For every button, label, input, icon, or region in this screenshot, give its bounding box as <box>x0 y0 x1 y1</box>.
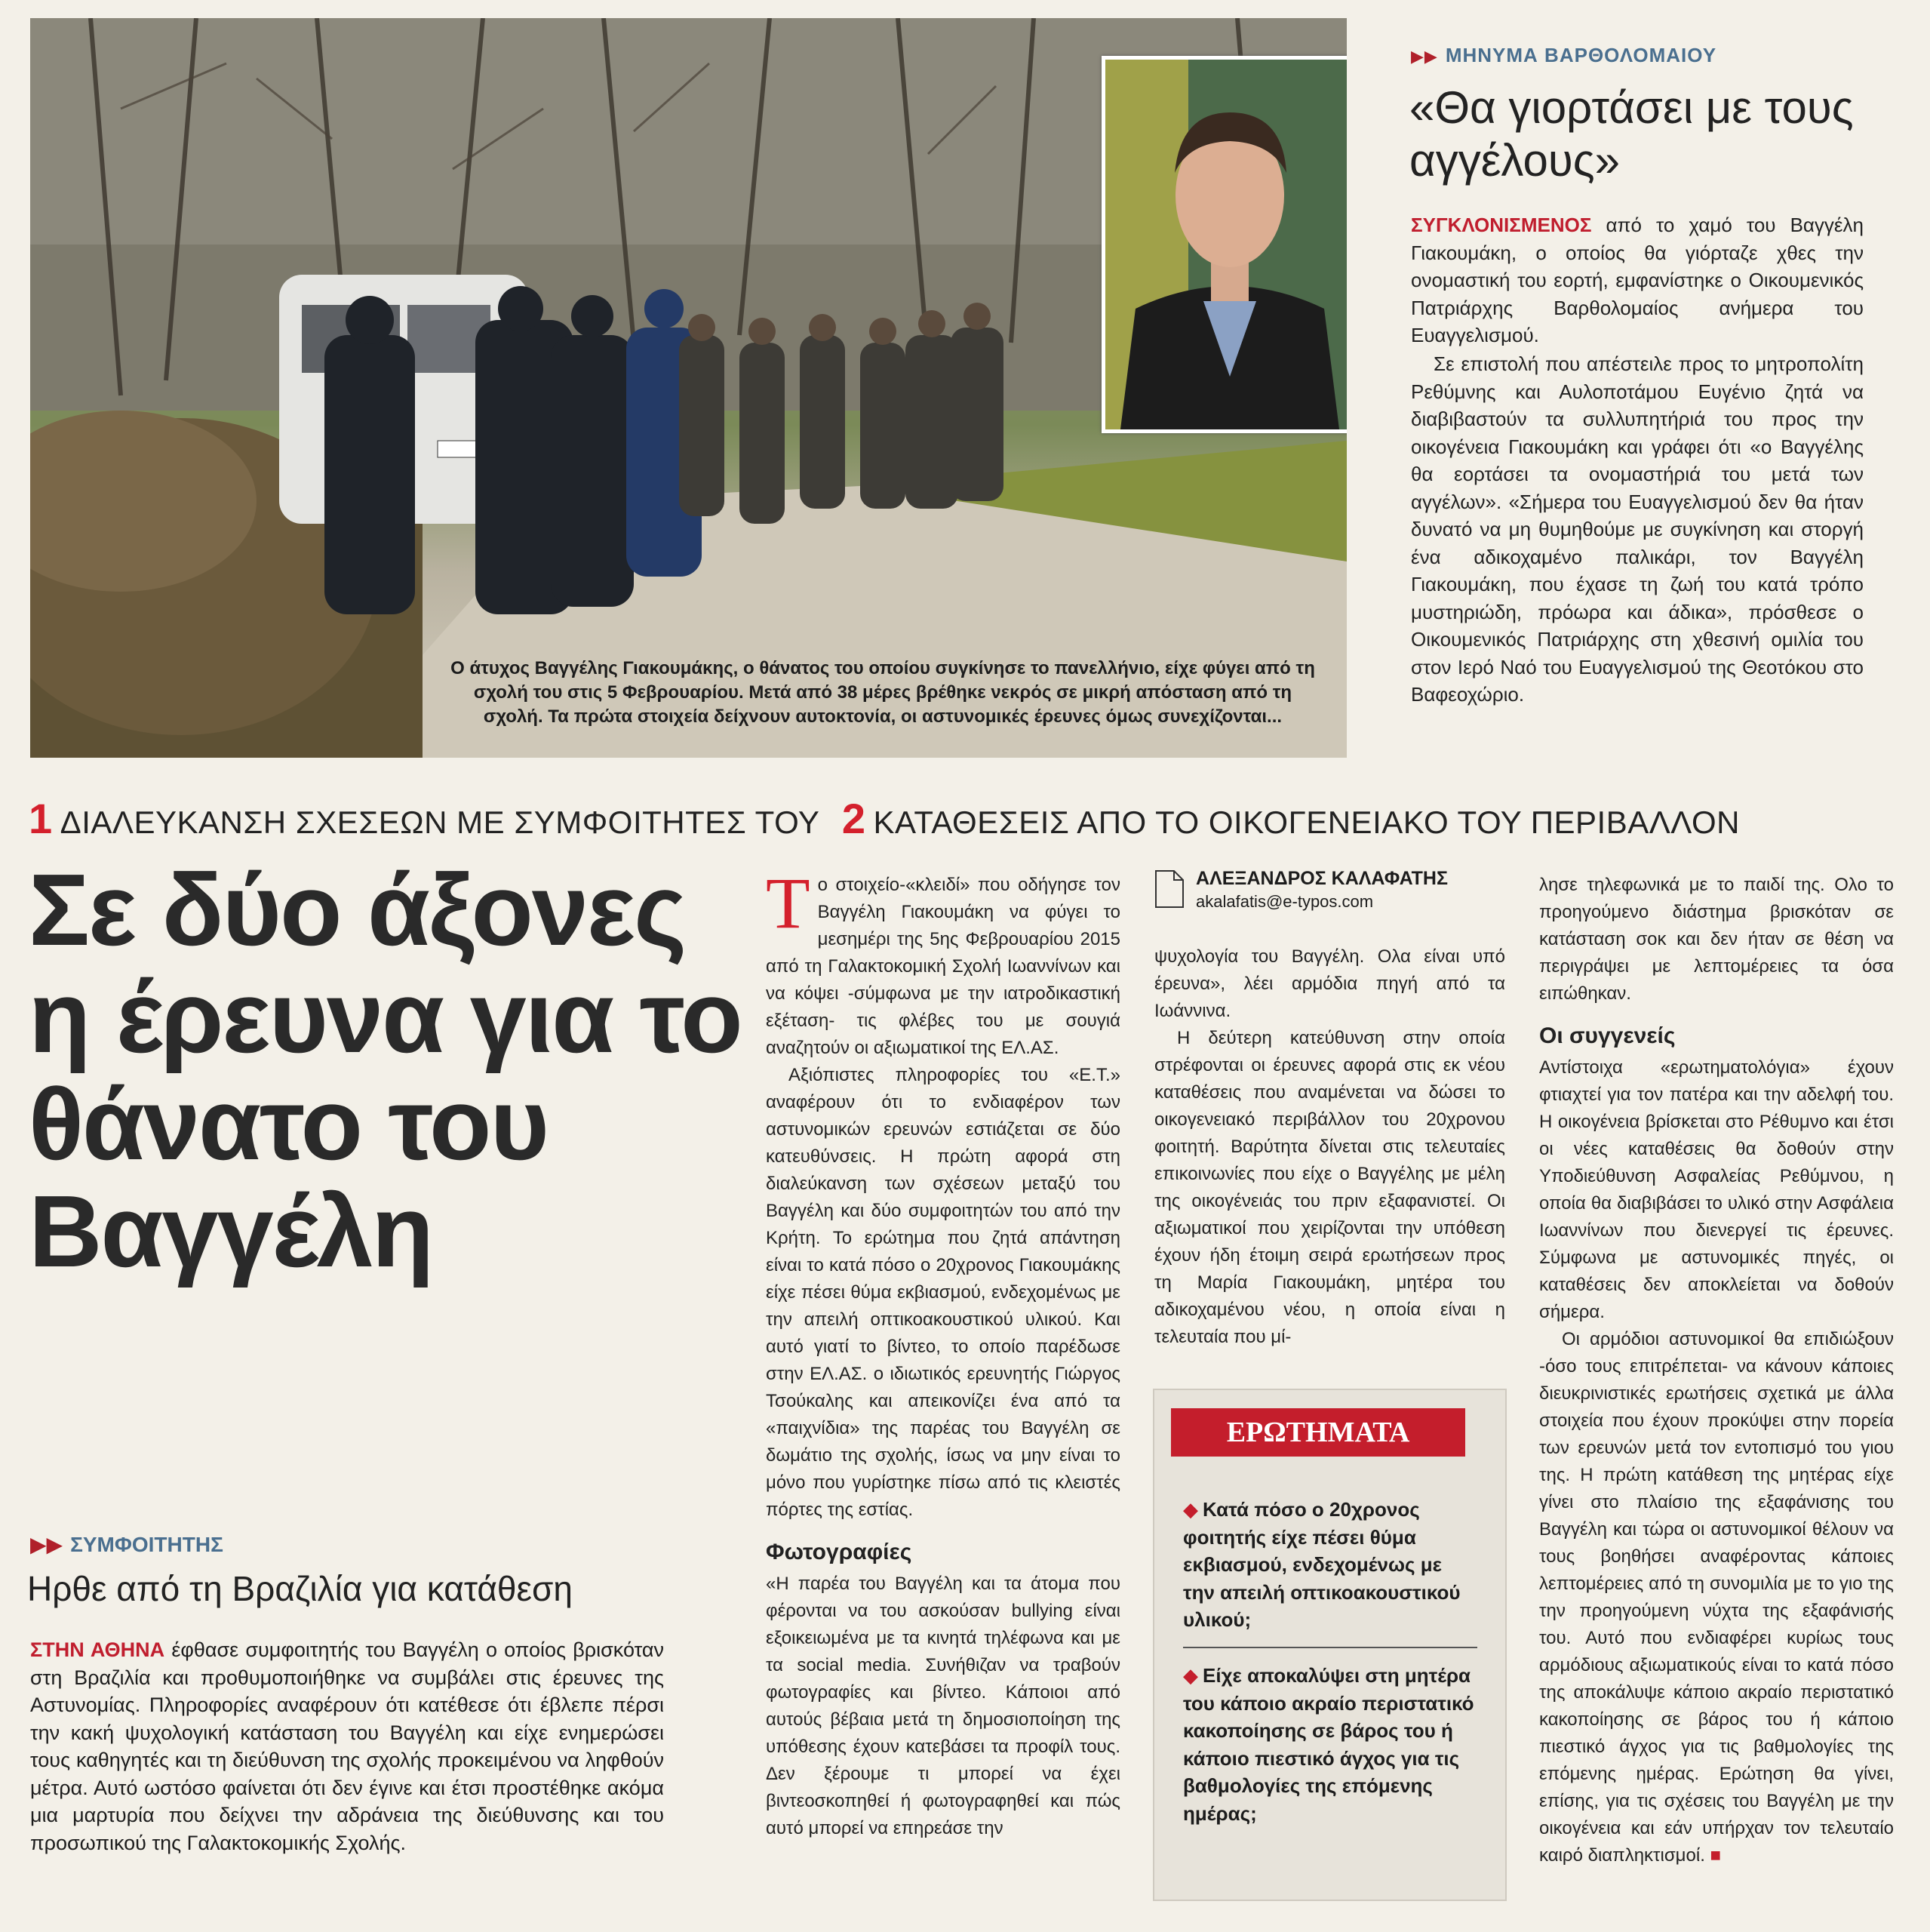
article-paragraph: «Η παρέα του Βαγγέλη και τα άτομα που φέρονται να του ασκούσαν bullying είναι εξοικειωμένα με τα κινητά τηλέφωνα και με τα social media. Συνήθιζαν να τραβούν φωτογραφίες και βίντεο. Κάποιοι από αυτούς βέβαια μετά τη δημοσιοποίηση της υπόθεσης έχουν κατεβάσει τα προφίλ τους. Δεν ξέρουμε τι μπορεί να έχει βιντεοσκοπηθεί ή φωτογραφηθεί και πώς αυτό μπορεί να επηρεάσε την <box>766 1574 1120 1838</box>
strip-number: 2 <box>841 795 866 842</box>
photo-caption: Ο άτυχος Βαγγέλης Γιακουμάκης, ο θάνατος του οποίου συγκίνησε το πανελλήνιο, είχε φύγει από τη σχολή του στις 5 Φεβρουαρίου. Μετά από 38 μέρες βρέθηκε νεκρός σε μικρή απόσταση από τη σχολή. Τα πρώτα στοιχεία δείχνουν αυτοκτονία, οι αστυνομικές έρευνες όμως συνεχίζονται... <box>450 658 1315 727</box>
divider <box>1183 1647 1477 1648</box>
diamond-icon: ◆ <box>1183 1664 1198 1687</box>
strip-number: 1 <box>29 795 53 842</box>
sidebar-paragraph: ΣΥΓΚΛΟΝΙΣΜΕΝΟΣ από το χαμό του Βαγγέλη Γιακουμάκη, ο οποίος θα γιόρταζε χθες την ονομαστική του εορτή, εμφανίστηκε ο Οικουμενικός Πατριάρχης Βαρθολομαίος ανήμερα του Ευαγγελισμού. <box>1411 214 1864 346</box>
article-subheading: Φωτογραφίες <box>766 1540 912 1564</box>
student-kicker: ▶▶ ΣΥΜΦΟΙΤΗΤΗΣ <box>30 1533 223 1556</box>
article-column-1 <box>766 863 1120 1842</box>
news-photo <box>30 18 1347 758</box>
question-item: ◆ Είχε αποκαλύψει στη μητέρα του κάποιο ακραίο περιστατικό κακοποίησης σε βάρος του ή κάποιο πιεστικό άγχος για τις βαθμολογίες της επόμενης ημέρας; <box>1183 1664 1474 1825</box>
sidebar-paragraph: Σε επιστολή που απέστειλε προς το μητροπολίτη Ρεθύμνης και Αυλοποτάμου Ευγένιο ζητά να διαβιβαστούν τα συλλυπητήριά του προς την οικογένεια Γιακουμάκη και γράφει ότι «ο Βαγγέλης θα εορτάσει τα ονομαστήριά του μετά των αγγέλων». «Σήμερα του Ευαγγελισμού δεν θα ήταν δυνατό να μη θυμηθούμε με συγκίνηση και στοργή ένα αδικοχαμένο παλικάρι, τον Βαγγέλη Γιακουμάκη, που έχασε τη ζωή του κατά τρόπο μυστηριώδη, πρόωρα και άδικα», πρόσθεσε ο Οικουμενικός Πατριάρχης στη χθεσινή ομιλία του στον Ιερό Ναό του Ευαγγελισμού της Θεοτόκου στο Βαφεοχώριο. <box>1411 352 1864 706</box>
student-title: Ηρθε από τη Βραζιλία για κατάθεση <box>27 1569 573 1608</box>
questions-box <box>1153 1389 1507 1901</box>
sidebar-kicker: ▶▶ ΜΗΝΥΜΑ ΒΑΡΘΟΛΟΜΑΙΟΥ <box>1411 44 1717 66</box>
article-subheading: Οι συγγενείς <box>1539 1023 1676 1048</box>
topic-strip: 1 ΔΙΑΛΕΥΚΑΝΣΗ ΣΧΕΣΕΩΝ ΜΕ ΣΥΜΦΟΙΤΗΤΕΣ ΤΟΥ 2 ΚΑΤΑΘΕΣΕΙΣ ΑΠΟ ΤΟ ΟΙΚΟΓΕΝΕΙΑΚΟ ΤΟΥ ΠΕΡΙΒΑΛΛΟΝ <box>29 795 1740 842</box>
author-email: akalafatis@e-typos.com <box>1196 892 1374 911</box>
document-icon <box>1154 869 1185 909</box>
article-paragraph: Οι αρμόδιοι αστυνομικοί θα επιδιώξουν -όσο τους επιτρέπεται- να κάνουν κάποιες διευκρινιστικές ερωτήσεις σχετικά με άλλα στοιχεία που έχουν προκύψει στην πορεία των ερευνών μετά τον εντοπισμό του γιου της. Η πρώτη κατάθεση της μητέρας είχε γίνει στο πλαίσιο της εξαφάνισης του Βαγγέλη και τώρα οι αστυνομικοί θέλουν να τους βοηθήσει αναφέροντας κάποιες λεπτομέρειες από τη συνομιλία με το γιο της την προηγούμενη νύχτα της εξαφάνισής του. Αυτό που ενδιαφέρει κυρίως τους αρμόδιους αξιωματικούς είναι το κατά πόσο της αποκάλυψε κάποιο ακραίο περιστατικό κακοποίησης σε βάρος του ή κάποιο πιεστικό άγχος για τις βαθμολογίες της επόμενης ημέρας. Ερώτηση θα γίνει, επίσης, για τις σχέσεις του Βαγγέλη με την οικογένεια και εάν υπήρχαν τον τελευταίο καιρό διαπληκτισμοί. ■ <box>1539 1329 1894 1866</box>
article-column-3 <box>1539 872 1894 1869</box>
article-paragraph: λησε τηλεφωνικά με το παιδί της. Ολο το προηγούμενο διάστημα βρισκόταν σε κατάσταση σοκ και δεν ήταν σε θέση να περιγράψει με λεπτομέρειες τα όσα ειπώθηκαν. <box>1539 875 1894 1004</box>
article-column-2 <box>1154 943 1505 1351</box>
article-paragraph: ψυχολογία του Βαγγέλη. Ολα είναι υπό έρευνα», λέει αρμόδια πηγή από τα Ιωάννινα. <box>1154 946 1505 1021</box>
double-arrow-icon: ▶▶ <box>1411 47 1438 66</box>
author-name: ΑΛΕΞΑΝΔΡΟΣ ΚΑΛΑΦΑΤΗΣ <box>1196 868 1448 889</box>
portrait-photo <box>1102 56 1347 433</box>
article-paragraph: Η δεύτερη κατεύθυνση στην οποία στρέφονται οι έρευνες αφορά στις εκ νέου καταθέσεις που αναμένεται να δώσει το οικογενειακό περιβάλλον του 20χρονου φοιτητή. Βαρύτητα δίνεται στις τελευταίες επικοινωνίες που είχε ο Βαγγέλης με μέλη της οικογένειάς του πριν εξαφανιστεί. Οι αξιωματικοί που χειρίζονται την υπόθεση έχουν ήδη έτοιμη σειρά ερωτήσεων προς τη Μαρία Γιακουμάκη, μητέρα του αδικοχαμένου νέου, η οποία είναι η τελευταία που μί- <box>1154 1028 1505 1347</box>
article-paragraph: Αντίστοιχα «ερωτηματολόγια» έχουν φτιαχτεί για τον πατέρα και την αδελφή του. Η οικογένεια βρίσκεται στο Ρέθυμνο και έτσι οι νέες καταθέσεις θα δοθούν στην Υποδιεύθυνση Ασφαλείας Ρεθύμνου, η οποία θα διαβιβάσει το υλικό στην Ασφάλεια Ιωαννίνων που διενεργεί τις έρευνες. Σύμφωνα με αστυνομικές πηγές, οι καταθέσεις δεν αποκλείεται να δοθούν σήμερα. <box>1539 1057 1894 1322</box>
sidebar-title: «Θα γιορτάσει με τους αγγέλους» <box>1409 82 1854 186</box>
diamond-icon: ◆ <box>1183 1498 1198 1521</box>
end-mark-icon: ■ <box>1710 1845 1722 1866</box>
article-paragraph: Το στοιχείο-«κλειδί» που οδήγησε τον Βαγγέλη Γιακουμάκη να φύγει το μεσημέρι της 5ης Φεβρουαρίου 2015 από τη Γαλακτοκομική Σχολή Ιωαννίνων και να κόψει -σύμφωνα με την ιατροδικαστική εξέταση- τις φλέβες του με σουγιά αναζητούν οι αξιωματικοί της ΕΛ.ΑΣ. <box>766 863 1120 1058</box>
headline: Σε δύο άξονες η έρευνα για το θάνατο του Βαγγέλη <box>29 853 742 1288</box>
author-byline <box>1154 868 1509 918</box>
drop-cap: Τ <box>766 863 810 943</box>
question-item: ◆ Κατά πόσο ο 20χρονος φοιτητής είχε πέσει θύμα εκβιασμού, ενδεχομένως με την απειλή οπτικοακουστικού υλικού; <box>1183 1498 1461 1631</box>
article-paragraph: Αξιόπιστες πληροφορίες του «Ε.Τ.» αναφέρουν ότι το ενδιαφέρον των αστυνομικών ερευνών εστιάζεται σε δύο κατευθύνσεις. Η πρώτη αφορά στη διαλεύκανση των σχέσεων μεταξύ του Βαγγέλη και δύο συμφοιτητών του από την Κρήτη. Το ερώτημα που ζητά απάντηση είναι το κατά πόσο ο 20χρονος Γιακουμάκης είχε πέσει θύμα εκβιασμού, ενδεχομένως με την απειλή οπτικοακουστικού υλικού. Και αυτό γιατί το βίντεο, το οποίο παρέδωσε στην ΕΛ.ΑΣ. ο ιδιωτικός ερευνητής Γιώργος Τσούκαλης και απεικονίζει ένα από τα «παιχνίδια» της παρέας του Βαγγέλη σε δωμάτιο της σχολής, ίσως να μην είναι το μόνο που γυρίστηκε πίσω από τις κλειστές πόρτες της εστίας. <box>766 1065 1120 1520</box>
portrait-figure <box>1105 60 1347 429</box>
questions-title: ΕΡΩΤΗΜΑΤΑ <box>1171 1408 1465 1457</box>
student-body: ΣΤΗΝ ΑΘΗΝΑ έφθασε συμφοιτητής του Βαγγέλη ο οποίος βρισκόταν στη Βραζιλία και προθυμοποιήθηκε να συμβάλει στις έρευνες της Αστυνομίας. Πληροφορίες αναφέρουν ότι κατέθεσε ότι έβλεπε πέρσι την κακή ψυχολογική κατάσταση του Βαγγέλη και είχε ενημερώσει τους καθηγητές και τη διεύθυνση της σχολής προκειμένου να ληφθούν μέτρα. Αυτό ωστόσο φαίνεται ότι δεν έγινε και έτσι προστέθηκε ακόμα μια μαρτυρία που δείχνει την αδράνεια της διεύθυνσης και του προσωπικού της Γαλακτοκομικής Σχολής. <box>30 1638 664 1854</box>
double-arrow-icon: ▶▶ <box>30 1533 63 1556</box>
